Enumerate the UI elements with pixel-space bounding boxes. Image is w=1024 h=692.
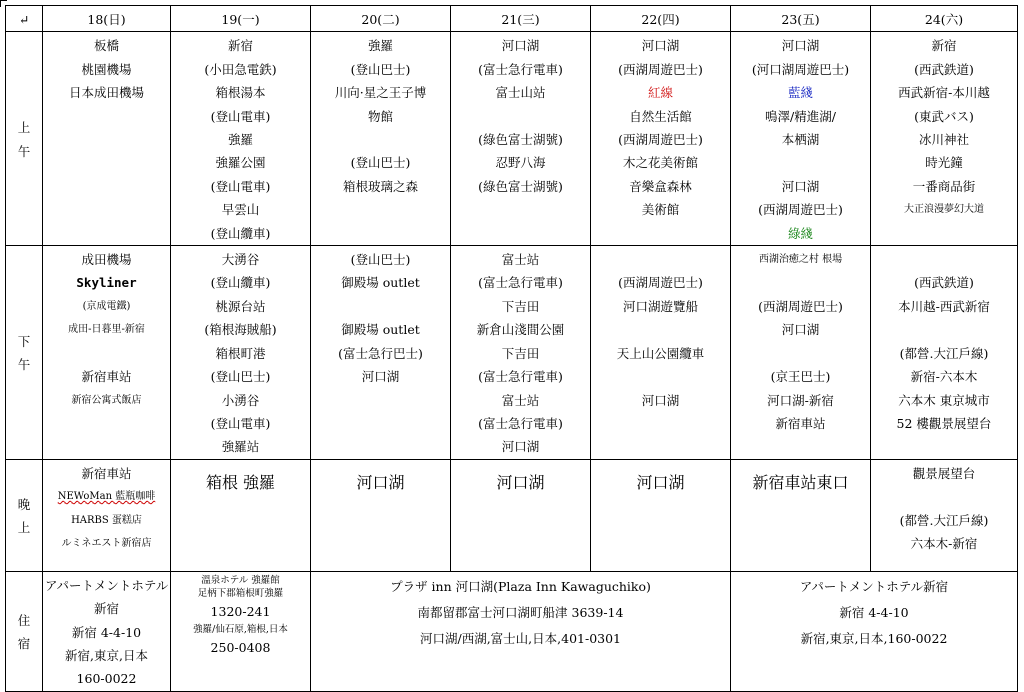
day-header: 21(三) [451,6,591,32]
schedule-line: 河口湖遊覽船 [622,298,698,314]
schedule-line: 河口湖 [641,38,680,54]
schedule-line: 新宿 [227,38,253,54]
schedule-line: (西湖周遊巴士) [618,132,703,148]
schedule-line: 河口湖 [356,472,405,492]
schedule-cell [731,32,871,246]
schedule-line: 新倉山淺間公園 [476,322,565,338]
schedule-line: (富士急行電車) [478,275,563,291]
schedule-line: (登山電車) [210,178,271,194]
schedule-line: 52 樓觀景展望台 [896,415,992,431]
lodging-line: 強羅/仙石原,箱根,日本 [193,624,288,636]
schedule-line: (西湖周遊巴士) [618,61,703,77]
schedule-line: 早雲山 [221,202,260,218]
schedule-line: (都營.大江戶線) [899,512,989,528]
day-header: 23(五) [731,6,871,32]
schedule-line: 本川越-西武新宿 [898,298,990,314]
schedule-line: 河口湖 [361,369,400,385]
schedule-line: (富士急行電車) [478,61,563,77]
lodging-line: 160-0022 [76,671,137,687]
schedule-line: 日本成田機場 [68,85,144,101]
lodging-line: 河口湖/西湖,富士山,日本,401-0301 [419,630,622,646]
schedule-line: 大正浪漫夢幻大道 [904,204,984,216]
header-corner: ↵ [6,6,43,32]
schedule-line: HARBS 蛋糕店 [71,514,142,526]
schedule-line: 觀景展望台 [912,465,976,481]
schedule-line: (富士急行電車) [478,369,563,385]
schedule-line: (西武鉄道) [914,275,974,291]
schedule-line: 藍綫 [787,85,813,101]
schedule-line: 河口湖 [501,38,540,54]
schedule-line: (箱根海賊船) [204,322,277,338]
schedule-line: 河口湖-新宿 [767,392,834,408]
schedule-line: 新宿公寓式飯店 [71,394,142,406]
schedule-cell [591,459,731,571]
schedule-line: NEWoMan 藍瓶咖啡 [57,491,156,503]
schedule-cell [871,459,1018,571]
lodging-cell [171,571,311,691]
schedule-line [593,248,728,271]
schedule-line: 新宿車站 [81,465,132,481]
lodging-cell [43,571,171,691]
schedule-line: (登山纜車) [210,225,271,241]
lodging-line: 新宿 [93,601,119,617]
schedule-cell [451,459,591,571]
schedule-cell [171,246,311,460]
lodging-cell [311,571,731,691]
schedule-line: 強羅站 [221,439,260,455]
schedule-line: 下吉田 [501,345,540,361]
schedule-line [453,105,588,128]
day-header: 19(一) [171,6,311,32]
schedule-line: ルミネエスト新宿店 [61,537,152,549]
schedule-line: 六本木-新宿 [910,535,978,551]
schedule-line [733,271,868,294]
period-char: 晚上 [17,496,31,536]
schedule-line: (東武バス) [914,108,974,124]
schedule-line: 新宿車站 [81,369,132,385]
schedule-cell [43,246,171,460]
schedule-line: (登山巴士) [350,155,411,171]
schedule-line: 忍野八海 [495,155,546,171]
lodging-line: アパートメントホテル [45,577,169,593]
schedule-line: 成田機場 [81,252,132,268]
lodging-line: 溫泉ホテル 強羅館 [201,574,280,586]
schedule-line: 六本木 東京城市 [898,392,990,408]
schedule-line: 物館 [367,108,393,124]
schedule-line: 成田-日暮里-新宿 [68,324,145,336]
lodging-line: 250-0408 [210,640,271,656]
schedule-line [45,342,168,365]
schedule-line: (西湖周遊巴士) [758,298,843,314]
schedule-line: 音樂盒森林 [629,178,692,194]
schedule-line: 富士山站 [495,85,546,101]
schedule-line: 河口湖 [641,392,680,408]
schedule-line [873,485,1015,508]
period-char: 下午 [17,333,31,373]
schedule-cell [731,459,871,571]
schedule-line [593,318,728,341]
day-header: 24(六) [871,6,1018,32]
period-label [6,32,43,246]
schedule-cell [311,246,451,460]
lodging-line: 南都留郡富士河口湖町船津 3639-14 [417,604,624,620]
schedule-line: 新宿車站 [775,415,826,431]
schedule-line: 強羅 [367,38,393,54]
lodging-line: 足柄下郡箱根町強羅 [197,587,284,599]
schedule-line: (西武鉄道) [914,61,974,77]
header-row [6,6,1018,32]
afternoon-row [6,246,1018,460]
schedule-line: 本栖湖 [781,132,820,148]
day-header: 22(四) [591,6,731,32]
schedule-line: 御殿場 outlet [341,275,420,291]
schedule-line: 綠綫 [787,225,813,241]
schedule-cell [171,32,311,246]
schedule-cell [311,32,451,246]
day-header: 20(二) [311,6,451,32]
schedule-line: 河口湖 [496,472,545,492]
schedule-cell [591,246,731,460]
schedule-line: (登山巴士) [350,252,411,268]
schedule-line: 時光鐘 [925,155,963,171]
schedule-line: 箱根湯本 [215,85,266,101]
schedule-line [313,295,448,318]
schedule-line: (綠色富士湖號) [478,132,563,148]
schedule-cell [731,246,871,460]
schedule-line: 富士站 [501,252,540,268]
period-label [6,571,43,691]
lodging-row [6,571,1018,691]
schedule-line: (登山電車) [210,415,271,431]
schedule-cell [43,459,171,571]
schedule-line: 自然生活館 [629,108,692,124]
schedule-line: 新宿車站東口 [752,472,849,492]
schedule-line: 天上山公園纜車 [616,345,705,361]
lodging-line: 新宿,東京,日本,160-0022 [800,630,948,646]
schedule-line: Skyliner [76,275,137,291]
schedule-line: 大湧谷 [221,252,260,268]
schedule-cell [871,246,1018,460]
schedule-line: 箱根玻璃之森 [342,178,418,194]
schedule-line: (富士急行電車) [478,415,563,431]
lodging-line: 1320-241 [210,603,271,619]
lodging-cell [731,571,1018,691]
schedule-line: 紅線 [647,85,673,101]
schedule-line: 強羅 [227,132,253,148]
schedule-line: 川向·星之王子博 [334,85,427,101]
schedule-line [733,342,868,365]
lodging-line: アパートメントホテル新宿 [799,578,949,594]
schedule-line: 河口湖 [636,472,685,492]
schedule-line: (登山巴士) [210,369,271,385]
schedule-line: 西湖治癒之村 根場 [758,254,843,266]
schedule-line: (登山巴士) [350,61,411,77]
period-char: 住宿 [17,612,31,652]
schedule-line: 新宿-六本木 [910,369,978,385]
schedule-line: 下吉田 [501,298,540,314]
schedule-line: 小湧谷 [221,392,260,408]
schedule-line: 河口湖 [781,178,820,194]
schedule-line: (西湖周遊巴士) [758,202,843,218]
schedule-line [873,318,1015,341]
schedule-cell [451,246,591,460]
lodging-line: 新宿 4-4-10 [71,624,142,640]
schedule-line: 御殿場 outlet [341,322,420,338]
schedule-line: 河口湖 [781,322,820,338]
schedule-line [733,151,868,174]
lodging-line: 新宿 4-4-10 [839,604,909,620]
morning-row [6,32,1018,246]
schedule-cell [871,32,1018,246]
schedule-cell [43,32,171,246]
schedule-line: 一番商品街 [912,178,976,194]
schedule-line: (小田急電鉄) [204,61,277,77]
schedule-line: 桃園機場 [81,61,132,77]
schedule-line: (登山電車) [210,108,271,124]
period-label [6,459,43,571]
schedule-cell [591,32,731,246]
evening-row [6,459,1018,571]
schedule-line [593,365,728,388]
schedule-line: 強羅公園 [215,155,266,171]
schedule-line: (京王巴士) [770,369,831,385]
schedule-line: 箱根町港 [215,345,266,361]
day-header: 18(日) [43,6,171,32]
schedule-line: 美術館 [641,202,680,218]
schedule-line: 箱根 強羅 [205,472,276,492]
schedule-line: 新宿 [931,38,957,54]
lodging-line: プラザ inn 河口湖(Plaza Inn Kawaguchiko) [390,578,651,594]
schedule-line [313,128,448,151]
schedule-cell [171,459,311,571]
schedule-line: 河口湖 [781,38,820,54]
schedule-line: 板橋 [93,38,119,54]
schedule-line: (都營.大江戶線) [899,345,989,361]
schedule-cell [451,32,591,246]
schedule-line: (西湖周遊巴士) [618,275,703,291]
schedule-line: (河口湖周遊巴士) [751,61,850,77]
schedule-line: 河口湖 [501,439,540,455]
schedule-line: 鳴澤/精進湖/ [765,108,836,124]
schedule-line: (綠色富士湖號) [478,178,563,194]
period-char: 上午 [17,120,31,159]
schedule-line: 西武新宿-本川越 [898,85,990,101]
itinerary-table [5,5,1018,692]
lodging-line: 新宿,東京,日本 [65,647,148,663]
schedule-line: 富士站 [501,392,540,408]
schedule-line [873,248,1015,271]
schedule-line: (京成電鐵) [82,300,131,312]
schedule-line: (富士急行巴士) [338,345,423,361]
schedule-line: 冰川神社 [918,132,969,148]
schedule-cell [311,459,451,571]
schedule-line: 木之花美術館 [622,155,698,171]
schedule-line: 桃源台站 [215,298,266,314]
schedule-line: (登山纜車) [210,275,271,291]
period-label [6,246,43,460]
